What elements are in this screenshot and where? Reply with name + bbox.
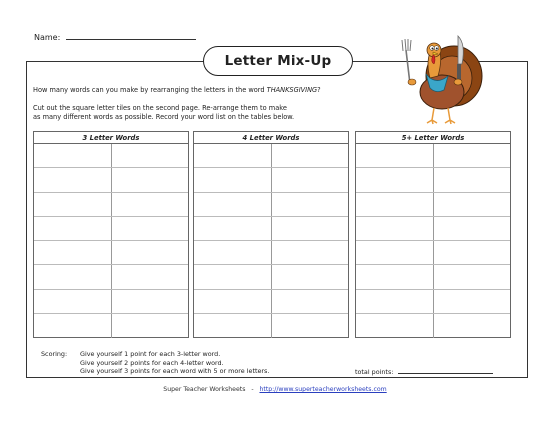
answer-cell[interactable] <box>271 290 349 313</box>
answer-cell[interactable] <box>194 193 271 216</box>
answer-cell[interactable] <box>194 168 271 191</box>
table-row <box>356 265 510 289</box>
scoring-section <box>41 350 269 376</box>
answer-cell[interactable] <box>356 314 433 338</box>
footer-brand: Super Teacher Worksheets <box>163 386 246 393</box>
answer-cell[interactable] <box>271 144 349 167</box>
target-word: THANKSGIVING <box>266 86 318 94</box>
answer-cell[interactable] <box>356 290 433 313</box>
answer-cell[interactable] <box>433 241 511 264</box>
answer-cell[interactable] <box>34 144 111 167</box>
answer-cell[interactable] <box>34 193 111 216</box>
worksheet-title <box>203 46 353 76</box>
answer-cell[interactable] <box>356 265 433 288</box>
answer-cell[interactable] <box>34 265 111 288</box>
table-row <box>34 144 188 168</box>
answer-cell[interactable] <box>111 241 189 264</box>
scoring-rule: Give yourself 2 points for each 4-letter word. <box>80 358 224 367</box>
table-row <box>356 290 510 314</box>
answer-cell[interactable] <box>433 290 511 313</box>
answer-cell[interactable] <box>34 217 111 240</box>
answer-cell[interactable] <box>433 314 511 338</box>
table-body <box>194 144 348 338</box>
answer-cell[interactable] <box>356 144 433 167</box>
table-row <box>356 241 510 265</box>
answer-cell[interactable] <box>271 265 349 288</box>
table-row <box>34 290 188 314</box>
answer-cell[interactable] <box>111 265 189 288</box>
answer-cell[interactable] <box>271 314 349 338</box>
name-field <box>34 31 196 42</box>
table-5-plus-letter-words <box>355 131 511 338</box>
answer-cell[interactable] <box>111 168 189 191</box>
answer-cell[interactable] <box>271 217 349 240</box>
answer-cell[interactable] <box>34 314 111 338</box>
answer-cell[interactable] <box>111 314 189 338</box>
answer-cell[interactable] <box>111 144 189 167</box>
footer-link[interactable]: http://www.superteacherworksheets.com <box>259 386 387 393</box>
instructions-line-2: as many different words as possible. Record your word list on the tables below. <box>33 112 295 121</box>
table-body <box>356 144 510 338</box>
answer-cell[interactable] <box>356 241 433 264</box>
table-row <box>34 168 188 192</box>
intro-question <box>33 86 321 95</box>
table-4-letter-words <box>193 131 349 338</box>
answer-cell[interactable] <box>356 217 433 240</box>
instructions <box>33 104 363 121</box>
answer-cell[interactable] <box>34 290 111 313</box>
name-blank-line[interactable] <box>66 31 196 40</box>
table-row <box>34 241 188 265</box>
answer-cell[interactable] <box>433 193 511 216</box>
answer-cell[interactable] <box>34 241 111 264</box>
answer-cell[interactable] <box>194 241 271 264</box>
answer-cell[interactable] <box>194 314 271 338</box>
total-points <box>355 367 493 376</box>
total-points-label: total points: <box>355 368 394 376</box>
turkey-illustration-icon <box>392 34 488 126</box>
table-row <box>194 241 348 265</box>
answer-cell[interactable] <box>271 193 349 216</box>
table-row <box>34 217 188 241</box>
table-row <box>194 217 348 241</box>
scoring-rule: Give yourself 3 points for each word with 5 or more letters. <box>80 367 270 375</box>
name-label: Name: <box>34 33 61 42</box>
answer-cell[interactable] <box>34 168 111 191</box>
table-row <box>356 168 510 192</box>
table-row <box>34 265 188 289</box>
scoring-rule: Give yourself 1 point for each 3-letter word. <box>80 350 221 358</box>
table-row <box>194 265 348 289</box>
answer-cell[interactable] <box>194 290 271 313</box>
answer-cell[interactable] <box>433 144 511 167</box>
table-row <box>194 168 348 192</box>
title-text: Letter Mix-Up <box>224 53 332 69</box>
answer-cell[interactable] <box>433 265 511 288</box>
table-header: 3 Letter Words <box>34 132 188 144</box>
table-row <box>194 314 348 338</box>
question-text: How many words can you make by rearranging the letters in the word <box>33 86 267 94</box>
footer <box>0 386 550 393</box>
answer-cell[interactable] <box>194 265 271 288</box>
table-header: 4 Letter Words <box>194 132 348 144</box>
table-row <box>34 314 188 338</box>
question-mark: ? <box>317 86 321 94</box>
table-row <box>194 193 348 217</box>
answer-cell[interactable] <box>356 168 433 191</box>
table-header: 5+ Letter Words <box>356 132 510 144</box>
scoring-rules <box>80 350 269 376</box>
instructions-line-1: Cut out the square letter tiles on the second page. Re-arrange them to make <box>33 104 287 112</box>
scoring-label: Scoring: <box>41 350 68 358</box>
table-row <box>34 193 188 217</box>
answer-cell[interactable] <box>271 241 349 264</box>
table-3-letter-words <box>33 131 189 338</box>
table-row <box>356 144 510 168</box>
table-row <box>356 217 510 241</box>
table-body <box>34 144 188 338</box>
table-row <box>356 193 510 217</box>
answer-cell[interactable] <box>194 144 271 167</box>
answer-cell[interactable] <box>433 217 511 240</box>
answer-cell[interactable] <box>111 290 189 313</box>
answer-cell[interactable] <box>111 193 189 216</box>
total-points-blank[interactable] <box>398 367 493 374</box>
table-row <box>356 314 510 338</box>
answer-cell[interactable] <box>356 193 433 216</box>
answer-cell[interactable] <box>271 168 349 191</box>
answer-cell[interactable] <box>433 168 511 191</box>
table-row <box>194 144 348 168</box>
answer-cell[interactable] <box>194 217 271 240</box>
footer-separator: - <box>251 386 254 393</box>
answer-cell[interactable] <box>111 217 189 240</box>
table-row <box>194 290 348 314</box>
